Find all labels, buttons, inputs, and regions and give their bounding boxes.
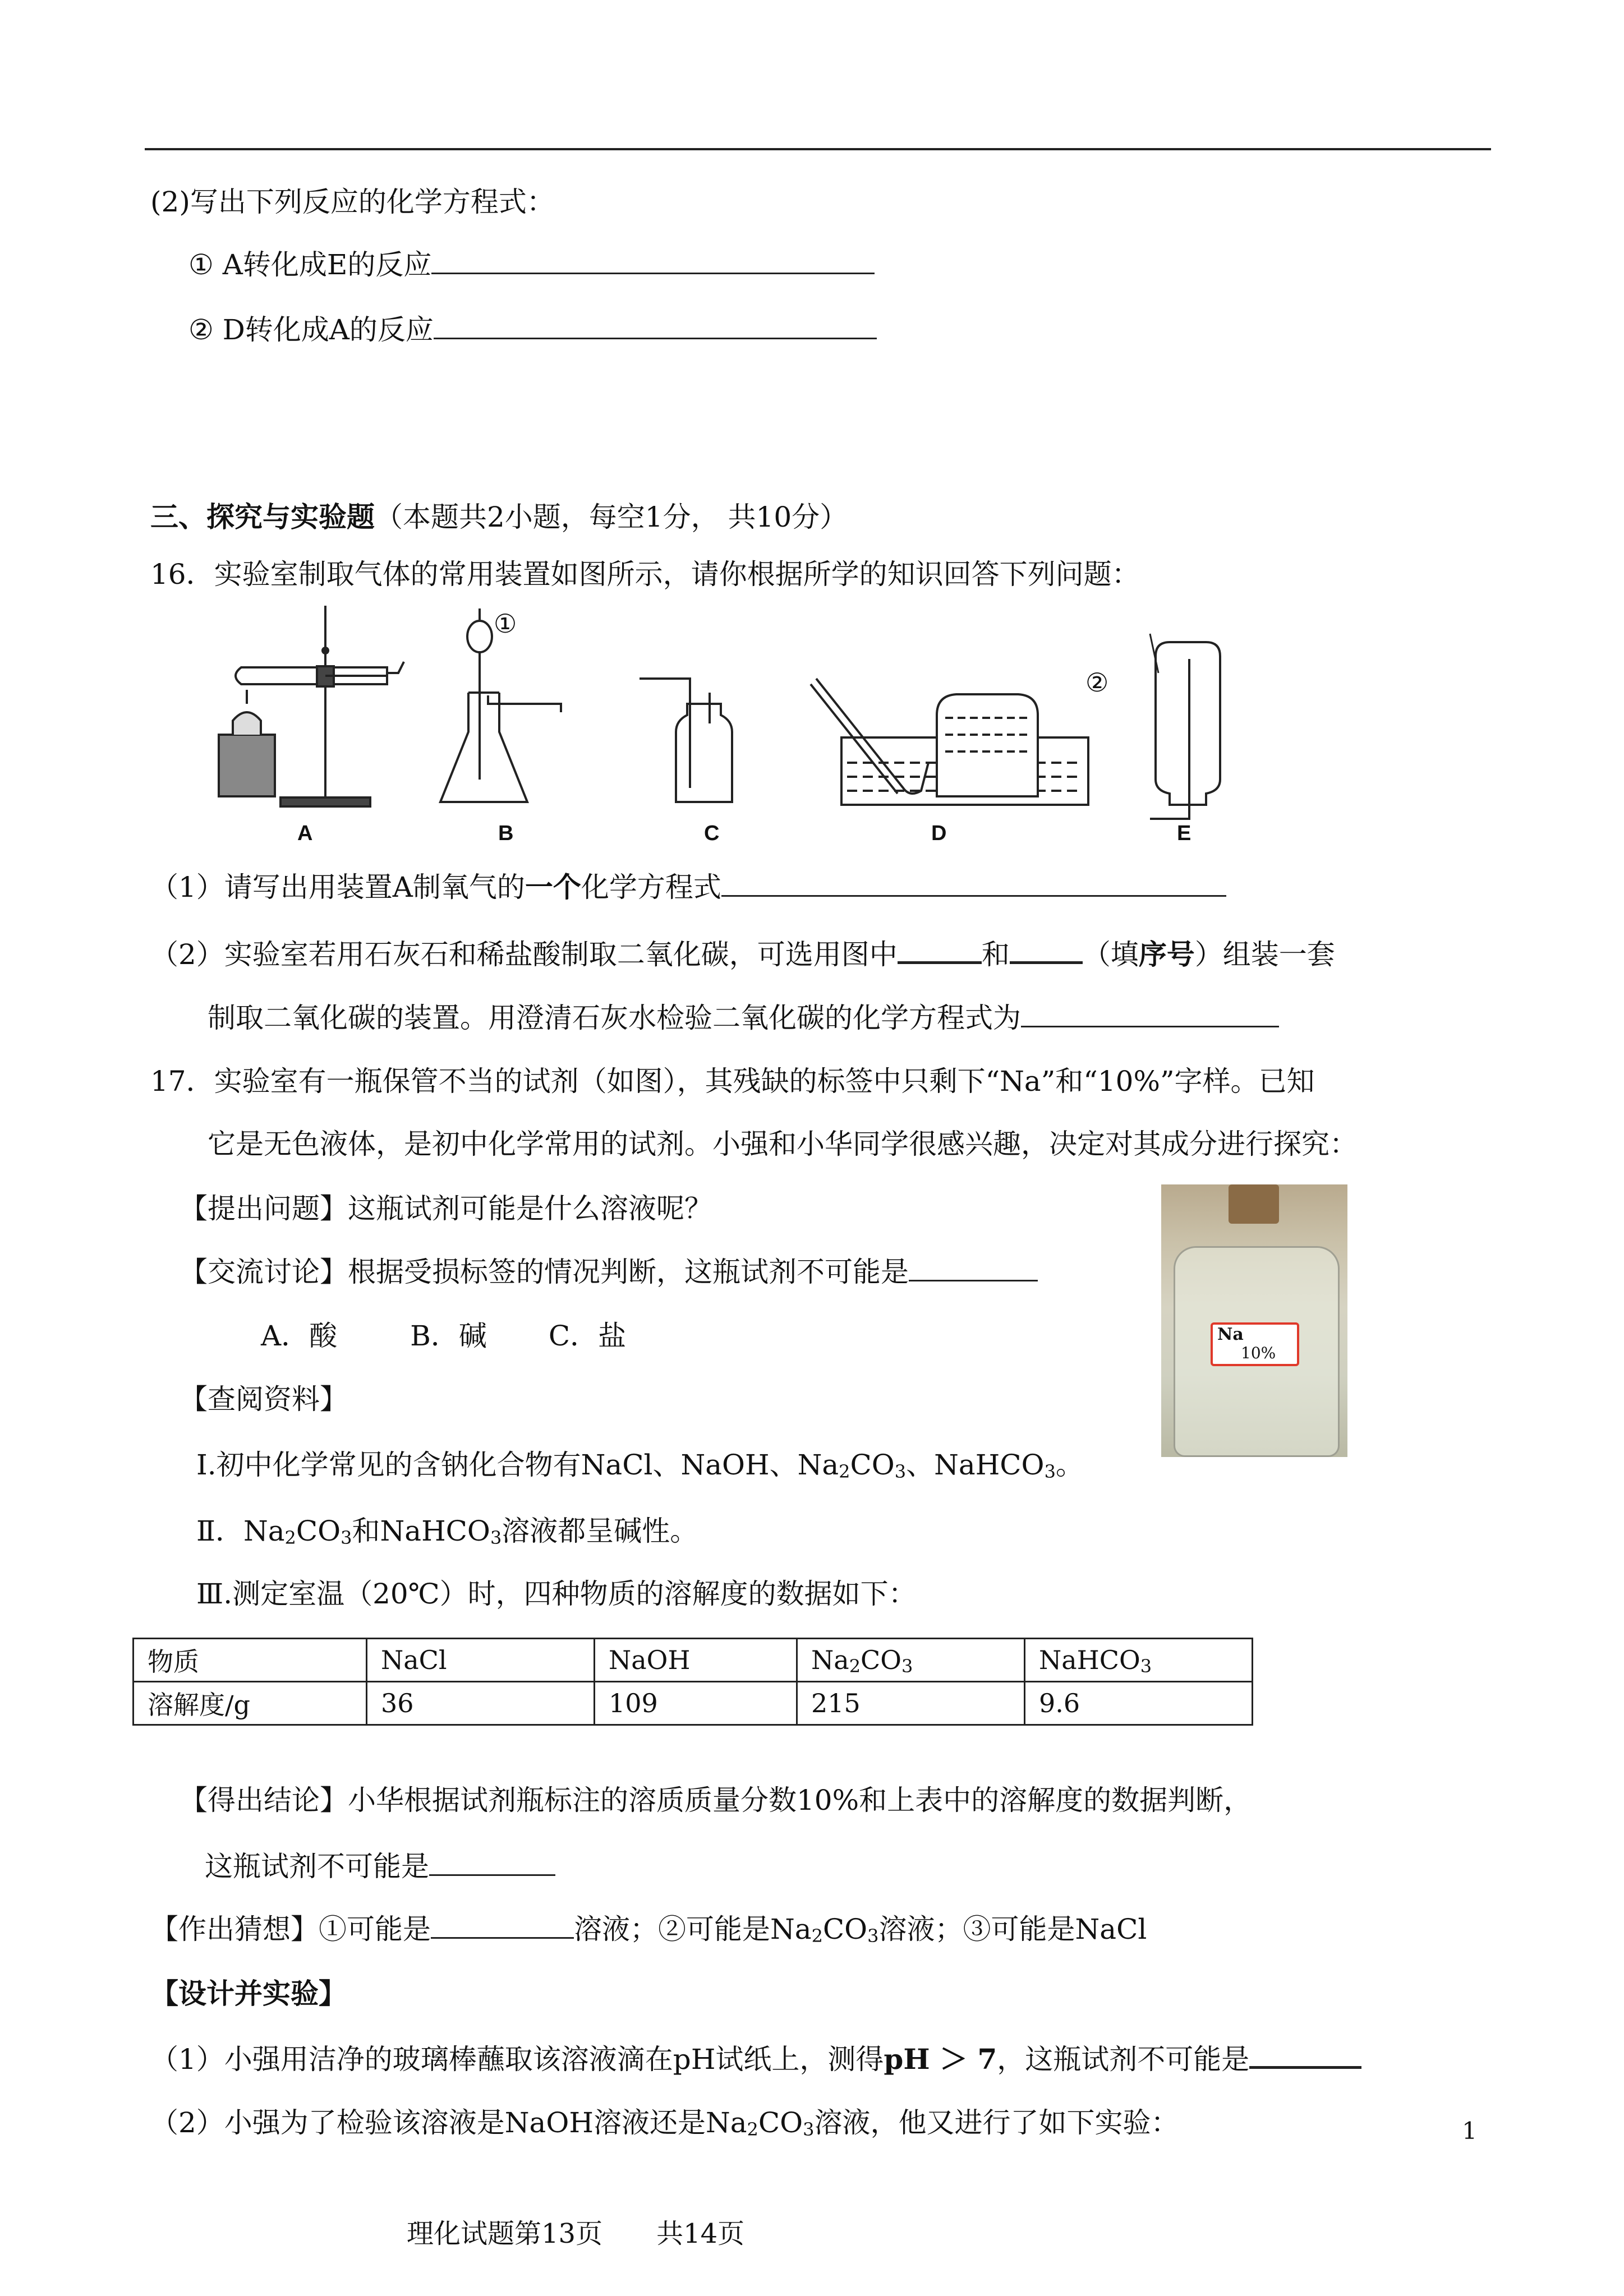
q17-conclude-1: 【得出结论】小华根据试剂瓶标注的溶质质量分数10%和上表中的溶解度的数据判断， (180, 1784, 1252, 1816)
answer-blank[interactable] (1249, 2041, 1361, 2069)
figure-label-c: C (704, 822, 720, 845)
q17-stem-1: 17．实验室有一瓶保管不当的试剂（如图），其残缺的标签中只剩下“Na”和“10%”字样。已知 (150, 1065, 1315, 1098)
answer-blank[interactable] (898, 937, 982, 964)
answer-blank[interactable] (431, 248, 875, 274)
q16-p2: （2）实验室若用石灰石和稀盐酸制取二氧化碳，可选用图中 和 （填序号）组装一套 (150, 938, 1335, 971)
q17-ref2: Ⅱ．$Na_2CO_3$和NaHCO$_3$溶液都呈碱性。 (196, 1515, 698, 1548)
q17-question: 【提出问题】这瓶试剂可能是什么溶液呢？ (180, 1192, 712, 1225)
answer-blank[interactable] (721, 870, 1226, 897)
table-row (134, 1639, 1253, 1682)
option-c: C．盐 (548, 1320, 627, 1352)
answer-blank[interactable] (1010, 937, 1083, 964)
q16-stem: 16．实验室制取气体的常用装置如图所示，请你根据所学的知识回答下列问题： (150, 558, 1140, 591)
reagent-bottle-photo (1161, 1184, 1347, 1457)
figure-label-b: B (498, 822, 514, 845)
q17-guess: 【作出猜想】①可能是 溶液；②可能是$Na_2CO_3$溶液；③可能是NaCl (150, 1913, 1147, 1947)
bottle-stopper (1229, 1184, 1279, 1224)
table-cell: NaOH (595, 1639, 797, 1682)
q17-stem-2: 它是无色液体，是初中化学常用的试剂。小强和小华同学很感兴趣，决定对其成分进行探究： (208, 1128, 1358, 1160)
apparatus-d (811, 679, 1088, 805)
figure-label-e: E (1177, 822, 1191, 845)
option-b: B．碱 (410, 1320, 487, 1352)
table-row (134, 1682, 1253, 1725)
table-cell: 109 (595, 1682, 797, 1725)
q17-design: 【设计并实验】 (150, 1977, 347, 2010)
q16-p2-line2: 制取二氧化碳的装置。用澄清石灰水检验二氧化碳的化学方程式为 (208, 1001, 1279, 1035)
q17-conclude-2: 这瓶试剂不可能是 (205, 1850, 555, 1883)
apparatus-c (640, 679, 732, 802)
table-cell: NaHCO$_3$ (1025, 1639, 1253, 1682)
q15-item1: ① A转化成E的反应 (188, 248, 875, 282)
q17-d2: （2）小强为了检验该溶液是NaOH溶液还是$Na_2CO_3$溶液，他又进行了如下实验： (150, 2106, 1179, 2140)
bottle-label-na: Na (1217, 1325, 1244, 1344)
q17-discuss: 【交流讨论】根据受损标签的情况判断，这瓶试剂不可能是 (180, 1255, 1038, 1289)
q17-ref3: Ⅲ.测定室温（20℃）时，四种物质的溶解度的数据如下： (196, 1578, 917, 1610)
q17-ref-title: 【查阅资料】 (180, 1383, 348, 1416)
option-a: A．酸 (261, 1320, 338, 1352)
marker-1: ① (494, 608, 517, 639)
apparatus-figure (202, 594, 1234, 852)
bottle-label (1211, 1322, 1299, 1366)
q17-options (261, 1319, 626, 1353)
table-cell: NaCl (367, 1639, 595, 1682)
table-cell: 36 (367, 1682, 595, 1725)
header-rule (145, 148, 1491, 150)
answer-blank[interactable] (1021, 1001, 1279, 1027)
table-cell: 物质 (134, 1639, 367, 1682)
marker-2: ② (1085, 667, 1109, 698)
table-cell: 215 (797, 1682, 1025, 1725)
q17-d1: （1）小强用洁净的玻璃棒蘸取该溶液滴在pH试纸上，测得pH ＞ 7，这瓶试剂不可能是 (150, 2041, 1361, 2076)
apparatus-a (219, 606, 404, 806)
figure-label-d: D (931, 822, 947, 845)
answer-blank[interactable] (434, 313, 877, 339)
q15-part2: (2)写出下列反应的化学方程式： (150, 186, 555, 218)
bottle-label-percent: 10% (1241, 1344, 1276, 1362)
answer-blank[interactable] (429, 1850, 555, 1876)
q16-p1: （1）请写出用装置A制氧气的一个化学方程式 (150, 870, 1226, 904)
q15-item2: ② D转化成A的反应 (188, 313, 877, 347)
figure-label-a: A (297, 822, 313, 845)
answer-blank[interactable] (431, 1912, 574, 1939)
footer-text: 理化试题第13页 共14页 (407, 2218, 745, 2249)
section3-title: 三、探究与实验题（本题共2小题，每空1分， 共10分） (150, 500, 848, 533)
q17-ref1: Ⅰ.初中化学常见的含钠化合物有NaCl、NaOH、$Na_2CO_3$、NaHCO$_3$。 (196, 1449, 1084, 1482)
table-cell: 溶解度/g (134, 1682, 367, 1725)
table-cell: 9.6 (1025, 1682, 1253, 1725)
page-number: 1 (1462, 2117, 1477, 2145)
apparatus-e (1150, 634, 1220, 819)
solubility-table (132, 1638, 1253, 1726)
answer-blank[interactable] (909, 1255, 1038, 1281)
table-cell: $Na_2CO_3$ (797, 1639, 1025, 1682)
